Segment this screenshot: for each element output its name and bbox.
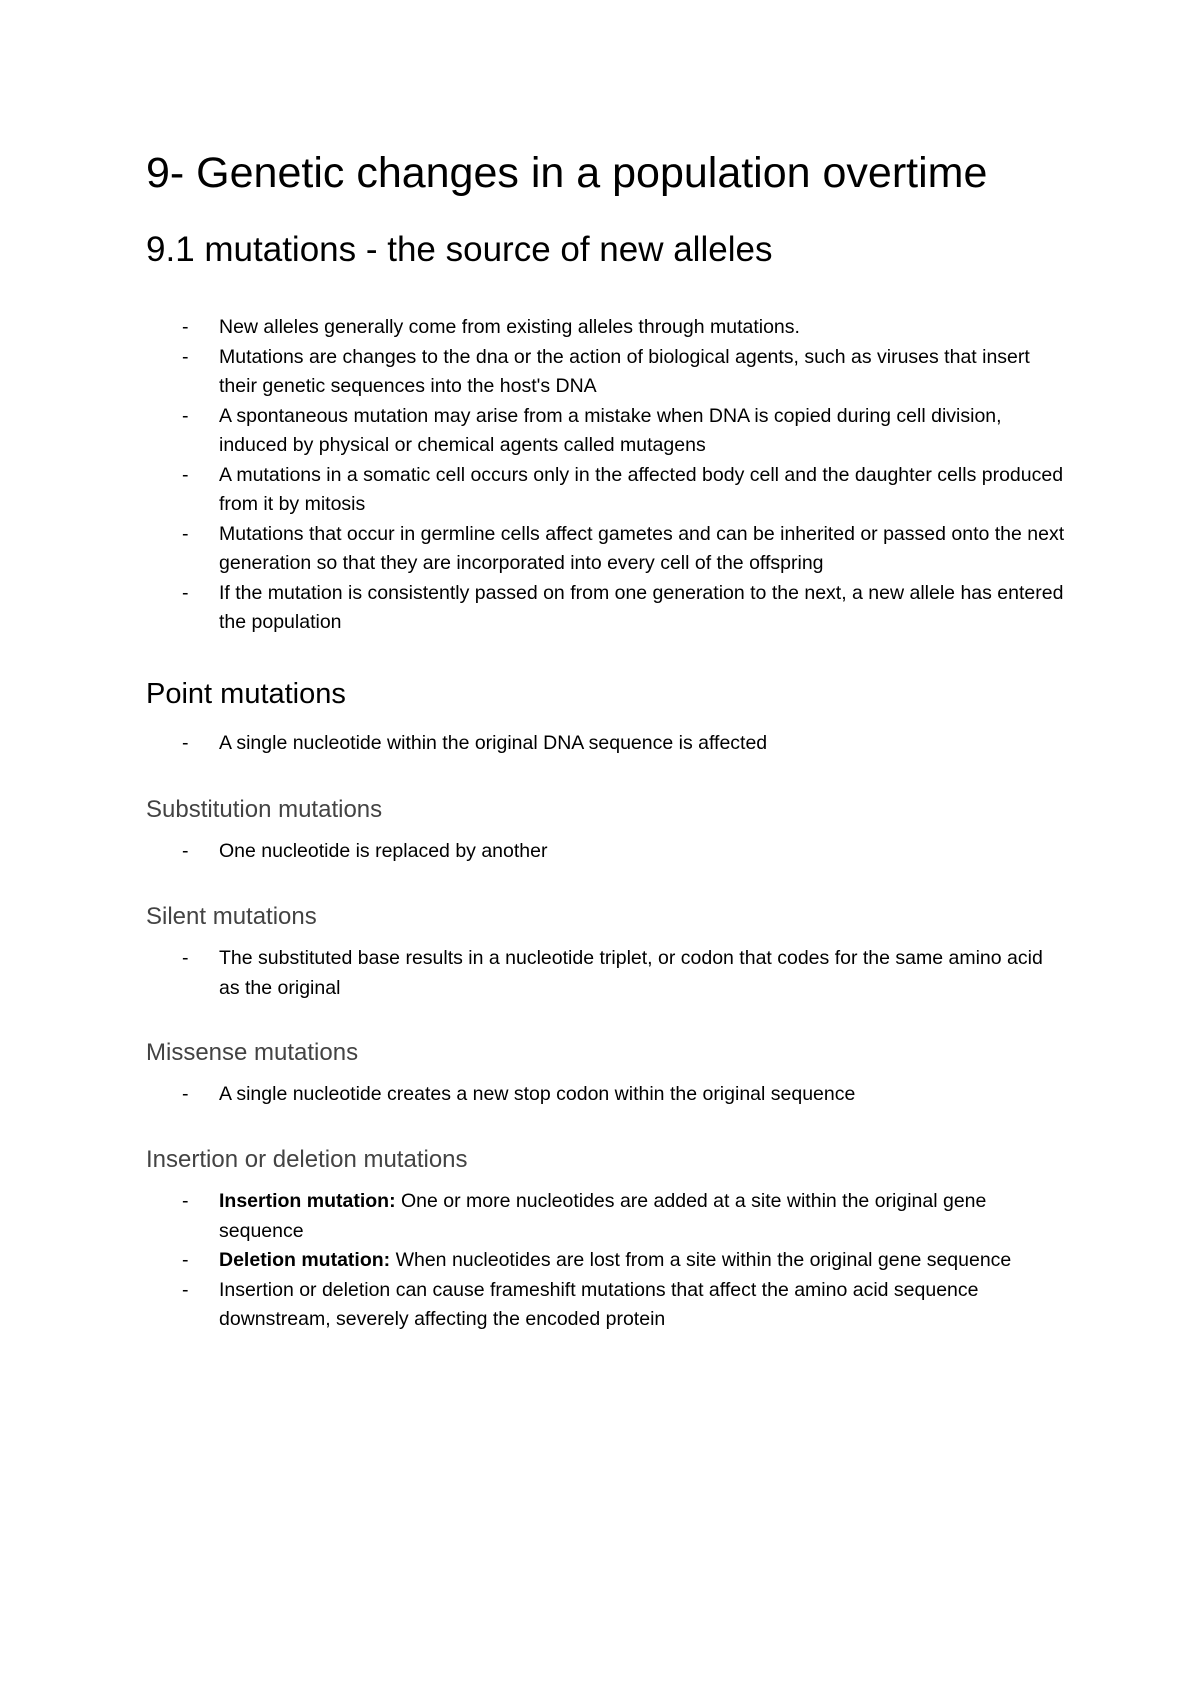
list-item-text: A single nucleotide creates a new stop codon within the original sequence	[219, 1083, 856, 1105]
list-item-text: A mutations in a somatic cell occurs only in the affected body cell and the daughter cells produced from it by mitosis	[219, 463, 1064, 515]
section-heading-insertion-deletion: Insertion or deletion mutations	[146, 1146, 468, 1173]
dash-bullet-icon: -	[182, 581, 189, 604]
list-item	[146, 1276, 1066, 1335]
term-label: Insertion mutation:	[219, 1190, 396, 1212]
list-item	[146, 461, 1066, 520]
substitution-list	[146, 837, 1066, 867]
list-item-text: Mutations that occur in germline cells affect gametes and can be inherited or passed onto the next generation so that they are incorporated into every cell of the offspring	[219, 522, 1065, 574]
point-mutations-list	[146, 729, 1066, 759]
dash-bullet-icon: -	[182, 1278, 189, 1301]
list-item	[146, 343, 1066, 402]
mutations-list	[146, 313, 1066, 638]
section-heading-substitution: Substitution mutations	[146, 796, 383, 823]
section-heading-point-mutations: Point mutations	[146, 678, 346, 710]
list-item-text: One or more nucleotides are added at a site within the original gene sequence	[219, 1190, 987, 1242]
list-item	[146, 729, 1066, 759]
list-item	[146, 402, 1066, 461]
dash-bullet-icon: -	[182, 1083, 189, 1105]
list-item	[146, 944, 1066, 1003]
list-item	[146, 1187, 1066, 1246]
missense-list	[146, 1080, 1066, 1110]
dash-bullet-icon: -	[182, 463, 189, 486]
dash-bullet-icon: -	[182, 1190, 189, 1212]
section-heading-silent: Silent mutations	[146, 903, 317, 930]
silent-list	[146, 944, 1066, 1003]
list-item-text: One nucleotide is replaced by another	[219, 840, 548, 862]
list-item-text: If the mutation is consistently passed on from one generation to the next, a new allele has entered the population	[219, 581, 1064, 633]
list-item-text: A spontaneous mutation may arise from a mistake when DNA is copied during cell division, induced by physical or chemical agents called mutagens	[219, 404, 1002, 456]
list-item	[146, 520, 1066, 579]
dash-bullet-icon: -	[182, 1249, 189, 1271]
section-heading-missense: Missense mutations	[146, 1039, 359, 1066]
list-item	[146, 313, 1066, 343]
list-item	[146, 579, 1066, 638]
dash-bullet-icon: -	[182, 522, 189, 545]
list-item-text: New alleles generally come from existing alleles through mutations.	[219, 316, 800, 338]
list-item	[146, 1246, 1066, 1276]
list-item-text: The substituted base results in a nucleotide triplet, or codon that codes for the same amino acid as the original	[219, 947, 1043, 999]
dash-bullet-icon: -	[182, 316, 189, 338]
dash-bullet-icon: -	[182, 840, 189, 862]
list-item	[146, 1080, 1066, 1110]
list-item-text: A single nucleotide within the original DNA sequence is affected	[219, 732, 768, 754]
dash-bullet-icon: -	[182, 345, 189, 368]
document-title: 9- Genetic changes in a population overtime	[146, 149, 988, 197]
dash-bullet-icon: -	[182, 404, 189, 427]
term-label: Deletion mutation:	[219, 1249, 391, 1271]
list-item-text: Insertion or deletion can cause frameshift mutations that affect the amino acid sequence downstream, severely affecting the encoded protein	[219, 1278, 979, 1330]
list-item	[146, 837, 1066, 867]
insertion-deletion-list	[146, 1187, 1066, 1335]
section-heading-mutations: 9.1 mutations - the source of new alleles	[146, 230, 773, 269]
list-item-text: Mutations are changes to the dna or the action of biological agents, such as viruses that insert their genetic sequences into the host's DNA	[219, 345, 1030, 397]
dash-bullet-icon: -	[182, 947, 189, 969]
dash-bullet-icon: -	[182, 732, 189, 754]
list-item-text: When nucleotides are lost from a site within the original gene sequence	[390, 1249, 1012, 1271]
